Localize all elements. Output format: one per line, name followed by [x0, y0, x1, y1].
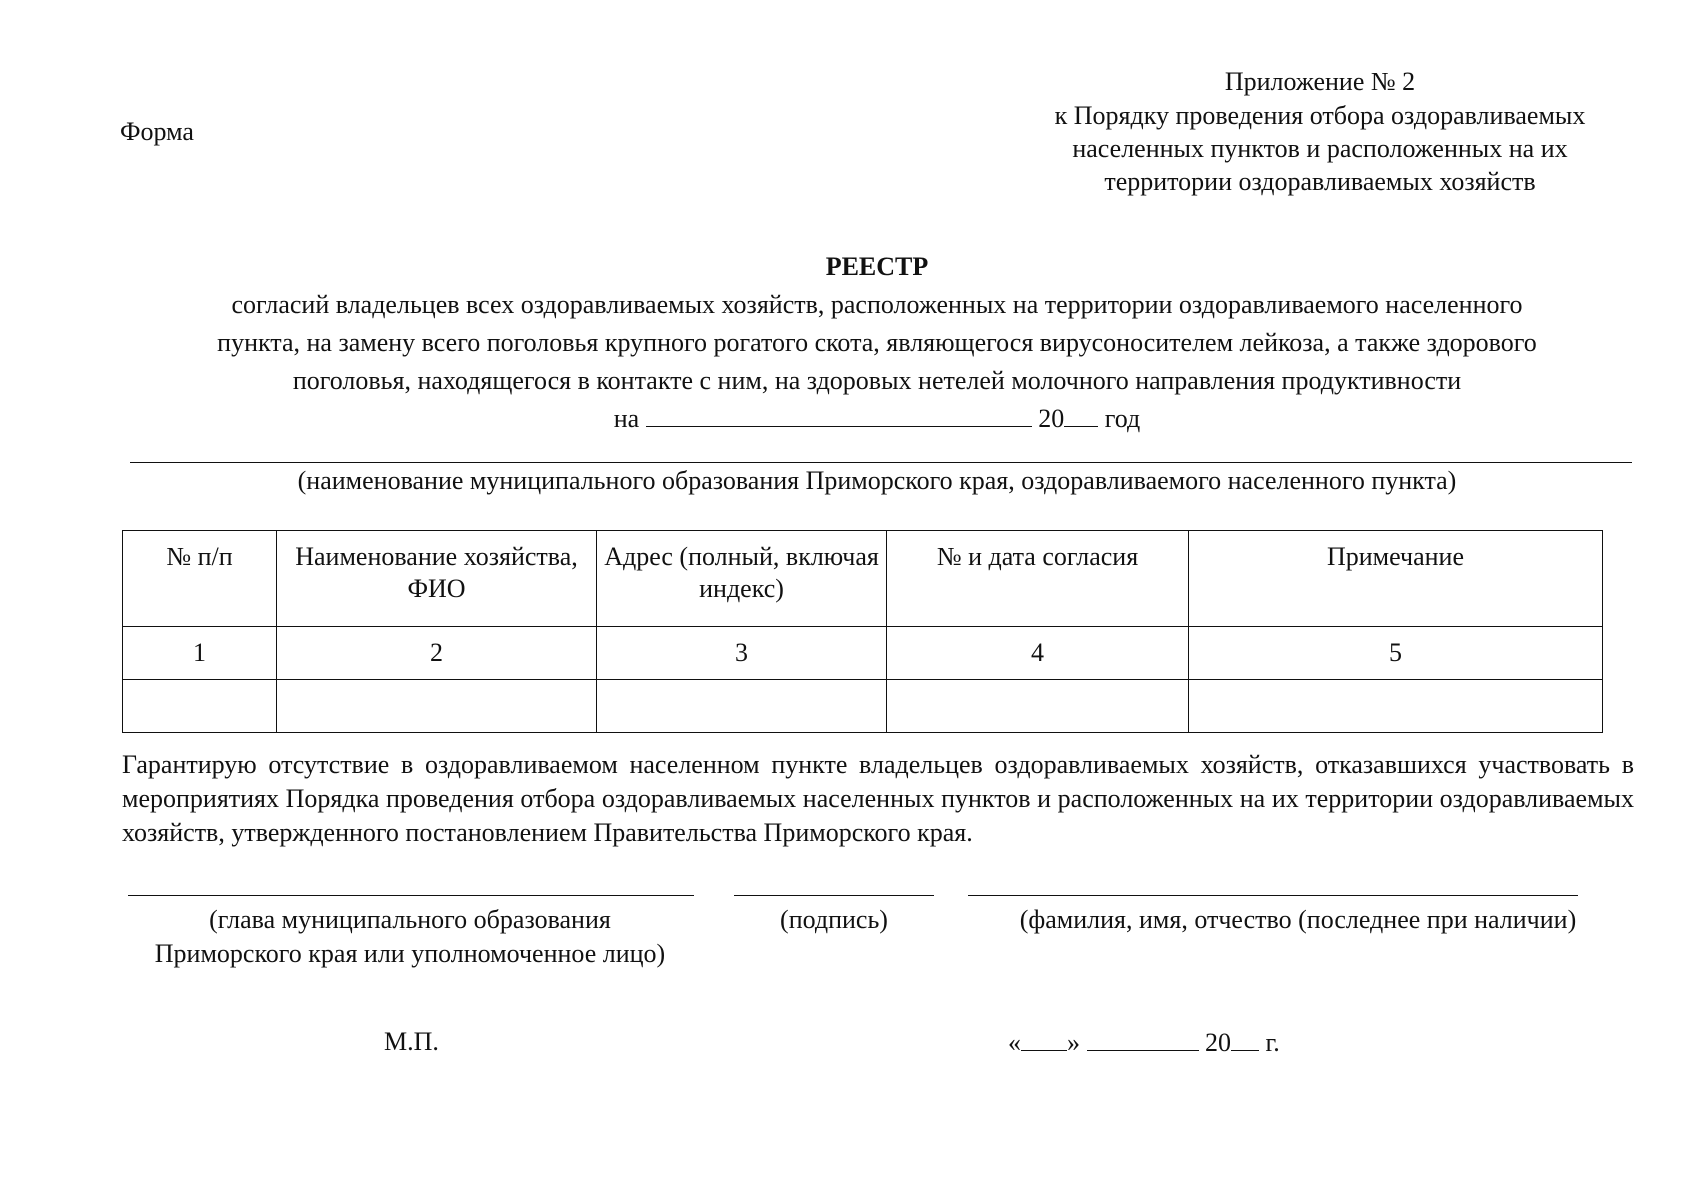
header-cell-consent: № и дата согласия	[887, 531, 1189, 627]
header-cell-farm-name: Наименование хозяйства, ФИО	[277, 531, 597, 627]
appendix-line: территории оздоравливаемых хозяйств	[1104, 167, 1536, 196]
head-caption	[110, 903, 710, 971]
guarantee-paragraph: Гарантирую отсутствие в оздоравливаемом населенном пункте владельцев оздоравливаемых хозяйств, отказавшихся участвовать в мероприятиях Порядка проведения отбора оздоравливаемых населенных пунктов и расположенных на их территории оздоравливаемых хозяйств, утвержденного постановлением Правительства Приморского края.	[122, 750, 1634, 847]
signature-line[interactable]	[734, 895, 934, 896]
header-cell-number: № п/п	[123, 531, 277, 627]
date-open-quote: «	[1008, 1028, 1021, 1057]
empty-cell[interactable]	[597, 680, 887, 733]
year-line	[120, 400, 1634, 437]
date-year-blank[interactable]	[1231, 1024, 1259, 1051]
date-close-quote: »	[1067, 1028, 1080, 1057]
date-line	[1008, 1024, 1280, 1061]
appendix-line: населенных пунктов и расположенных на их	[1072, 134, 1568, 163]
name-caption: (фамилия, имя, отчество (последнее при наличии)	[1019, 905, 1577, 934]
header-cell-address: Адрес (полный, включая индекс)	[597, 531, 887, 627]
name-signature-line[interactable]	[968, 895, 1578, 896]
period-blank[interactable]	[646, 400, 1032, 427]
register-table	[122, 530, 1603, 733]
subtitle-line: пункта, на замену всего поголовья крупного рогатого скота, являющегося вирусоносителем лейкоза, а также здорового	[217, 328, 1537, 357]
municipality-caption: (наименование муниципального образования Приморского края, оздоравливаемого населенного пункта)	[297, 466, 1457, 495]
empty-cell[interactable]	[277, 680, 597, 733]
subtitle-line: поголовья, находящегося в контакте с ним, на здоровых нетелей молочного направления продуктивности	[292, 366, 1462, 395]
date-century: 20	[1205, 1028, 1231, 1057]
appendix-number: Приложение № 2	[1224, 67, 1416, 96]
empty-cell[interactable]	[887, 680, 1189, 733]
column-number: 3	[597, 627, 887, 680]
empty-cell[interactable]	[123, 680, 277, 733]
appendix-line: к Порядку проведения отбора оздоравливаемых	[1054, 101, 1586, 130]
table-header-row	[123, 531, 1603, 627]
empty-cell[interactable]	[1189, 680, 1603, 733]
column-number-row	[123, 627, 1603, 680]
column-number: 2	[277, 627, 597, 680]
day-blank[interactable]	[1021, 1024, 1067, 1051]
document-title: РЕЕСТР	[825, 252, 929, 281]
municipality-field-line[interactable]	[130, 462, 1632, 463]
year-suffix: год	[1104, 404, 1141, 433]
subtitle-line: согласий владельцев всех оздоравливаемых хозяйств, расположенных на территории оздоравливаемого населенного	[231, 290, 1523, 319]
document-subtitle	[120, 286, 1634, 400]
column-number: 5	[1189, 627, 1603, 680]
column-number: 4	[887, 627, 1189, 680]
month-blank[interactable]	[1087, 1024, 1199, 1051]
year-century: 20	[1038, 404, 1065, 433]
signature-caption: (подпись)	[780, 905, 888, 934]
table-row	[123, 680, 1603, 733]
head-caption-line: (глава муниципального образования	[209, 905, 611, 934]
year-blank[interactable]	[1064, 400, 1098, 427]
appendix-reference	[1000, 99, 1640, 198]
stamp-label: М.П.	[384, 1027, 439, 1056]
column-number: 1	[123, 627, 277, 680]
year-prefix: на	[613, 404, 640, 433]
head-caption-line: Приморского края или уполномоченное лицо)	[154, 939, 666, 968]
form-label: Форма	[120, 117, 194, 146]
header-cell-note: Примечание	[1189, 531, 1603, 627]
head-signature-line[interactable]	[128, 895, 694, 896]
date-suffix: г.	[1265, 1028, 1280, 1057]
